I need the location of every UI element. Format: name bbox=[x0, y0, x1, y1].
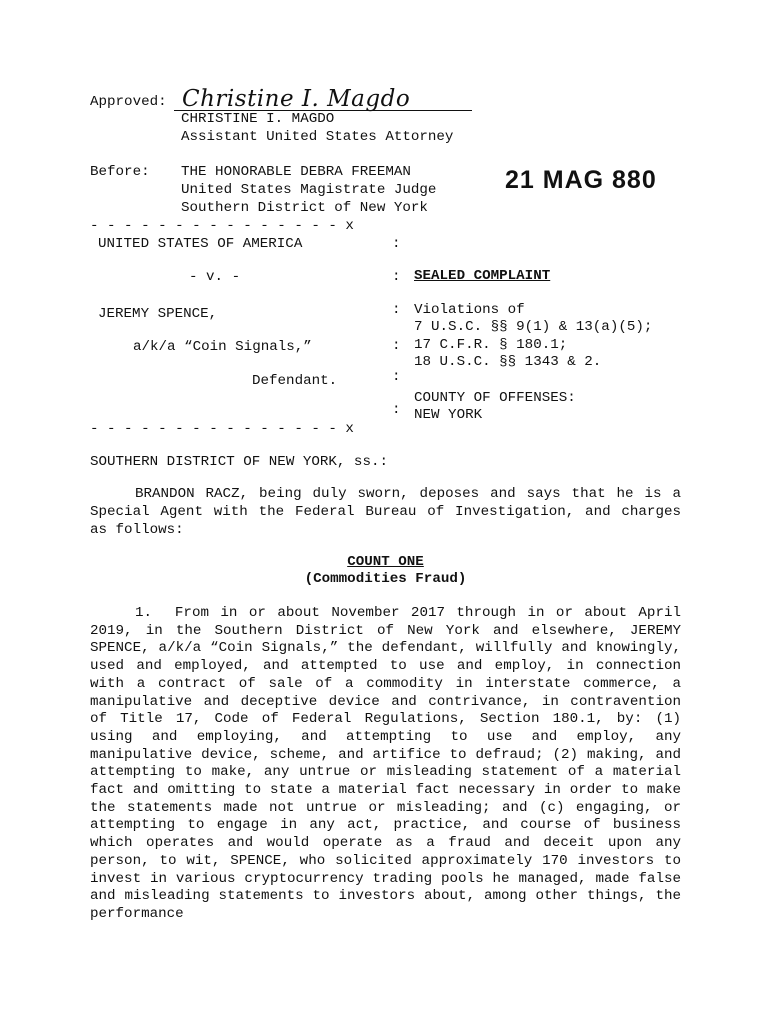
violations-line: Violations of bbox=[414, 302, 525, 318]
approver-title: Assistant United States Attorney bbox=[181, 129, 454, 145]
plaintiff-name: UNITED STATES OF AMERICA bbox=[98, 236, 303, 252]
caption-colon: : bbox=[392, 338, 401, 354]
caption-divider-bottom: - - - - - - - - - - - - - - - x bbox=[90, 421, 354, 437]
signature: Christine I. Magdo bbox=[182, 86, 411, 112]
approved-label: Approved: bbox=[90, 94, 167, 110]
caption-colon: : bbox=[392, 302, 401, 318]
judge-name: THE HONORABLE DEBRA FREEMAN bbox=[181, 164, 411, 180]
caption-colon: : bbox=[392, 236, 401, 252]
county-value: NEW YORK bbox=[414, 407, 483, 423]
defendant-name: JEREMY SPENCE, bbox=[98, 306, 218, 322]
docket-number: 21 MAG 880 bbox=[505, 166, 657, 194]
approver-name: CHRISTINE I. MAGDO bbox=[181, 111, 335, 127]
count-subtitle: (Commodities Fraud) bbox=[304, 571, 467, 587]
count-title: COUNT ONE bbox=[347, 554, 424, 570]
violations-line: 17 C.F.R. § 180.1; bbox=[414, 337, 568, 353]
paragraph-1: 1. From in or about November 2017 through in or about April 2019, in the Southern District of New York and elsewhere, JEREMY SPENCE, a/k/a “Coin Signals,” the defendant, willfully and knowingly, used and employed, and attempted to use and employ, in connection with a contract of sale of a commodity in interstate commerce, a manipulative and deceptive device and contrivance, in contravention of Title 17, Code of Federal Regulations, Section 180.1, by: (1) using and employing, and attempting to use and employ, any manipulative device, scheme, and artifice to defraud; (2) making, and attempting to make, any untrue or misleading statement of a material fact and omitting to state a material fact necessary in order to make the statements made not untrue or misleading; and (c) engaging, or attempting to engage in any act, practice, and course of business which operates and would operate as a fraud and deceit upon any person, to wit, SPENCE, who solicited approximately 170 investors to invest in various cryptocurrency trading pools he managed, made false and misleading statements to investors about, among other things, the performance bbox=[90, 605, 681, 922]
caption-divider-top: - - - - - - - - - - - - - - - x bbox=[90, 218, 354, 234]
judge-title: United States Magistrate Judge bbox=[181, 182, 437, 198]
complaint-title: SEALED COMPLAINT bbox=[414, 268, 551, 284]
district-line: SOUTHERN DISTRICT OF NEW YORK, ss.: bbox=[90, 454, 388, 470]
defendant-label: Defendant. bbox=[252, 373, 338, 389]
before-label: Before: bbox=[90, 164, 150, 180]
violations-line: 7 U.S.C. §§ 9(1) & 13(a)(5); bbox=[414, 319, 653, 335]
judge-district: Southern District of New York bbox=[181, 200, 428, 216]
caption-colon: : bbox=[392, 402, 401, 418]
intro-paragraph: BRANDON RACZ, being duly sworn, deposes and says that he is a Special Agent with the Federal Bureau of Investigation, and charges as follows: bbox=[90, 486, 681, 538]
versus-label: - v. - bbox=[189, 269, 241, 285]
caption-colon: : bbox=[392, 369, 401, 385]
defendant-alias: a/k/a “Coin Signals,” bbox=[133, 339, 312, 355]
county-label: COUNTY OF OFFENSES: bbox=[414, 390, 576, 406]
caption-colon: : bbox=[392, 269, 401, 285]
violations-line: 18 U.S.C. §§ 1343 & 2. bbox=[414, 354, 602, 370]
